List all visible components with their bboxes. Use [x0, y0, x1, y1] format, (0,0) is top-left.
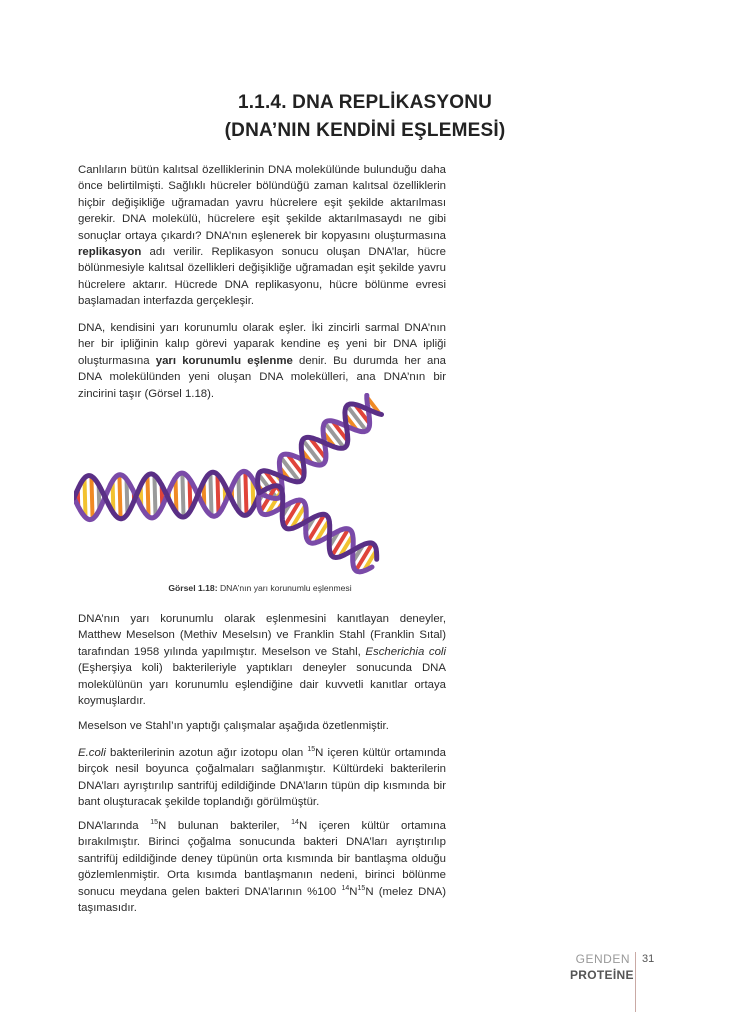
base-pair: [154, 475, 155, 516]
dna-replication-figure: [74, 393, 384, 579]
paragraph-4: Meselson ve Stahl’ın yaptığı çalışmalar aşağıda özetlenmiştir.: [78, 720, 389, 732]
base-pair: [182, 473, 183, 517]
book-brand-line-2: PROTEİNE: [570, 968, 634, 982]
figure-caption: [0, 583, 520, 593]
footer-divider: [635, 952, 636, 1012]
paragraph-5: E.coli bakterilerinin azotun ağır izotopu olan $^{15}$N içeren kültür ortamında birçok nesil boyunca çoğalmaları sağlanmıştır. Kültürdeki bakterilerin DNA’ları ayrıştırılıp santrifüj edildiğinde DNA’ların tüpün dip kısmında bir bant oluşturacak şekilde toplandığı görülmüştür.: [78, 746, 446, 809]
dna-strand: [74, 472, 260, 518]
heading-line-1: 1.1.4. DNA REPLİKASYONU: [237, 92, 493, 113]
paragraph-2: DNA, kendisini yarı korunumlu olarak eşler. İki zincirli sarmal DNA’nın her bir ipliğinin kalıp görevi yaparak kendine eş yeni bir DNA ipliği oluşturmasına yarı korunumlu eşlenme denir. Bu durumda her ana DNA molekülünden yeni oluşan DNA molekülleri, ana DNA’nın bir zincirini taşır (Görsel 1.18).: [78, 322, 446, 400]
base-pair: [217, 474, 218, 513]
paragraph-1: Canlıların bütün kalıtsal özelliklerinin DNA molekülünde bulunduğu daha önce belirtilmişti. Sağlıklı hücreler bölündüğü zaman kalıtsal özelliklerin hiçbir değişikliğe uğramadan yavru hücrelere eşit şekilde aktarılması gerekir. DNA molekülü, hücrelere eşit şekilde aktarılmasaydı ne gibi sonuçlar ortaya çıkardı? DNA’nın eşlenerek bir kopyasını oluşturmasına replikasyon adı verilir. Replikasyon sonucu oluşan DNA’lar, hücre bölünmesiyle kalıtsal özellikleri değişikliğe uğramadan eşit şekilde yavru hücrelere aktarır. Hücrede DNA replikasyonu, hücre bölünme evresi başlamadan interfazda gerçekleşir.: [78, 164, 446, 308]
base-pair: [91, 476, 92, 519]
base-pair: [119, 475, 120, 519]
paragraph-3: DNA’nın yarı korunumlu olarak eşlenmesini kanıtlayan deneyler, Matthew Meselson (Methiv Meselsın) ve Franklin Stahl (Franklin Sıtal) tarafından 1958 yılında yapılmıştır. Meselson ve Stahl, Escherichia coli (Eşherşiya koli) bakterileriyle yaptıkları deneyler sonucunda DNA molekülünün yarı korunumlu eşlendiğine dair kuvvetli kanıtlar ortaya koymuşlardır.: [78, 613, 446, 708]
base-pair: [210, 473, 211, 516]
caption-label: Görsel 1.18:: [168, 583, 218, 593]
paragraph-6: DNA’larında $^{15}$N bulunan bakteriler, $^{14}$N içeren kültür ortamına bırakılmıştır. Birinci çoğalma sonucunda bakteri DNA’ları ayrıştırılıp santrifüj edildiğinde deney tüpünün orta kısmında bir bantlaşma olduğu gözlemlenmiştir. Orta kısımda bantlaşmanın nedeni, birinci bölünme sonucu meydana gelen bakteri DNA’larının %100 $^{14}N^{15}N$ (melez DNA) taşımasıdır.: [78, 819, 446, 915]
heading-line-2: (DNA’NIN KENDİNİ EŞLEMESİ): [224, 120, 506, 141]
base-pair: [147, 475, 148, 516]
caption-text: DNA’nın yarı korunumlu eşlenmesi: [217, 583, 352, 593]
term-yari-korunumlu: yarı korunumlu eşlenme: [155, 354, 293, 367]
term-replikasyon: replikasyon: [78, 246, 142, 259]
book-brand-line-1: GENDEN: [575, 952, 630, 966]
page-number: 31: [642, 953, 655, 965]
base-pair: [238, 475, 239, 512]
base-pair: [245, 472, 246, 515]
base-pair: [84, 478, 85, 517]
